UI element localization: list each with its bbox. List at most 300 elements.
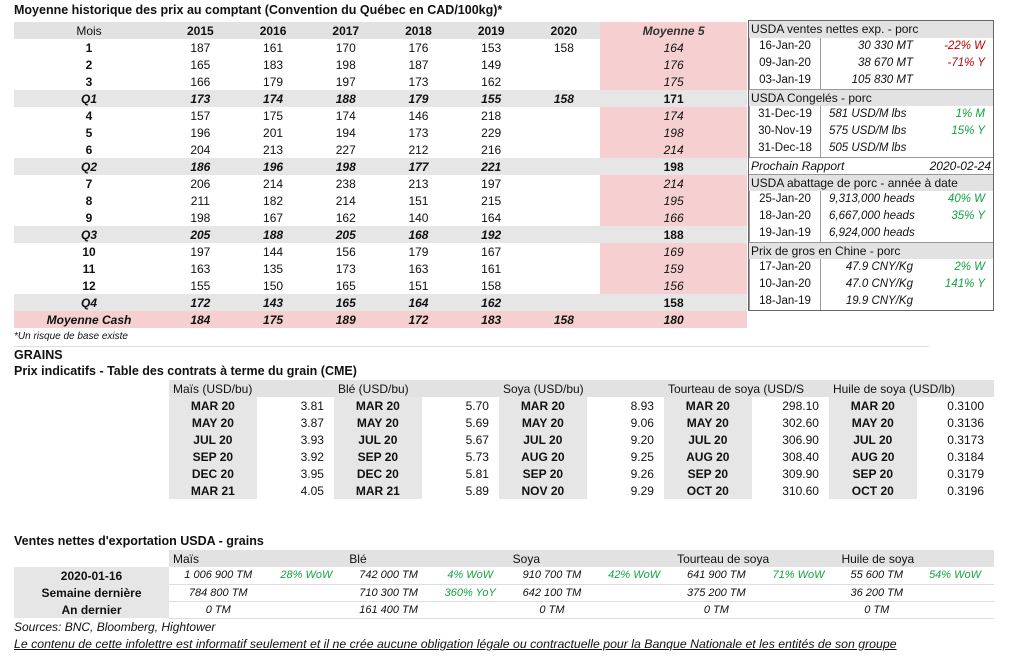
panel-section-title: Prix de gros en Chine - porc (749, 242, 993, 259)
column-header: Maïs (USD/bu) (169, 380, 334, 397)
table-cell: 198 (335, 57, 356, 72)
contract-price: 306.90 (782, 432, 819, 447)
panel-row (749, 140, 993, 157)
table-cell: 205 (164, 226, 237, 243)
table-cell: 214 (600, 175, 747, 192)
contract-price: 298.10 (782, 398, 819, 413)
table-cell: 177 (382, 158, 455, 175)
table-cell: 213 (263, 142, 284, 157)
panel-row (749, 208, 993, 225)
table-row (14, 601, 994, 618)
panel-row (749, 293, 993, 310)
table-cell: 188 (237, 226, 310, 243)
disclaimer-text: Le contenu de cette infolettre est informatif seulement et il ne crée aucune obligation légale ou contractuelle pour la Banque Nationale et les entités de son groupe (14, 637, 897, 651)
contract-price: 0.3196 (947, 483, 984, 498)
report-value: 505 USD/M lbs (829, 142, 907, 154)
table-cell (528, 56, 601, 73)
sales-volume: 710 300 TM (345, 584, 432, 601)
sales-volume: 742 000 TM (345, 567, 432, 584)
contract-price: 0.3179 (947, 466, 984, 481)
table-cell: 179 (382, 90, 455, 107)
table-cell: 155 (190, 278, 211, 293)
table-cell: 227 (335, 142, 356, 157)
table-row (169, 414, 994, 431)
report-value: 6,667,000 heads (829, 210, 915, 222)
header-spacer (14, 550, 169, 567)
contract-month: DEC 20 (169, 465, 257, 482)
contract-price: 302.60 (782, 415, 819, 430)
contract-price: 0.3100 (947, 398, 984, 413)
table-cell: 183 (263, 57, 284, 72)
table-cell: 157 (190, 108, 211, 123)
row-label: 10 (82, 244, 96, 259)
change-pct: 360% YoY (432, 584, 509, 601)
change-pct: 71% WoW (760, 567, 838, 584)
table-cell: 184 (164, 311, 237, 328)
sales-volume: 784 800 TM (169, 584, 267, 601)
table-row (14, 175, 747, 192)
contract-month: MAY 20 (664, 414, 752, 431)
table-row (14, 311, 747, 328)
contract-month: MAR 20 (664, 397, 752, 414)
table-row (14, 124, 747, 141)
table-cell: 189 (309, 311, 382, 328)
table-cell: 173 (335, 261, 356, 276)
table-cell: 173 (164, 90, 237, 107)
table-cell: 176 (600, 56, 747, 73)
table-cell: 161 (263, 40, 284, 55)
table-cell: 206 (190, 176, 211, 191)
table-row (14, 209, 747, 226)
table-cell: 174 (335, 108, 356, 123)
column-header: Huile de soya (USD/lb) (829, 380, 994, 397)
panel-row (749, 38, 993, 55)
table-cell: 165 (190, 57, 211, 72)
change-pct (916, 584, 994, 601)
table-cell: 176 (408, 40, 429, 55)
table-cell: 214 (600, 141, 747, 158)
change-pct (267, 601, 345, 618)
row-label: 7 (85, 176, 93, 191)
change-badge: -22% W (944, 40, 985, 52)
contract-month: MAR 20 (169, 397, 257, 414)
sales-volume: 55 600 TM (837, 567, 916, 584)
table-row (169, 448, 994, 465)
report-value: 30 330 MT (858, 40, 913, 52)
table-cell: 187 (408, 57, 429, 72)
table-row (169, 431, 994, 448)
contract-month: MAY 20 (829, 414, 917, 431)
contract-price: 5.67 (465, 432, 489, 447)
contract-price: 8.93 (630, 398, 654, 413)
report-value: 105 830 MT (851, 74, 913, 86)
contract-month: MAY 20 (169, 414, 257, 431)
contract-price: 3.95 (300, 466, 324, 481)
contract-month: JUL 20 (664, 431, 752, 448)
table-cell: 214 (335, 193, 356, 208)
column-header: 2018 (382, 22, 455, 39)
table-cell: 180 (600, 311, 747, 328)
table-row (14, 107, 747, 124)
change-badge (927, 140, 993, 157)
sales-volume: 0 TM (169, 601, 267, 618)
contract-month: SEP 20 (829, 465, 917, 482)
table-cell: 151 (408, 193, 429, 208)
table-row (14, 39, 747, 56)
report-date: 30-Nov-19 (749, 123, 821, 140)
row-label: 5 (85, 125, 93, 140)
table-cell (528, 107, 601, 124)
row-label: 6 (85, 142, 93, 157)
table-cell: 174 (237, 90, 310, 107)
export-sales-heading: Ventes nettes d'exportation USDA - grains (14, 534, 264, 548)
table-row (14, 141, 747, 158)
panel-row (749, 123, 993, 140)
column-header: Blé (USD/bu) (334, 380, 499, 397)
table-row (14, 294, 747, 311)
table-row (14, 56, 747, 73)
table-row (14, 192, 747, 209)
report-date: 18-Jan-19 (749, 293, 821, 310)
table-cell: 159 (600, 260, 747, 277)
table-cell: 164 (481, 210, 502, 225)
sales-volume: 0 TM (673, 601, 760, 618)
change-pct: 4% WoW (432, 567, 509, 584)
report-value: 581 USD/M lbs (829, 108, 907, 120)
table-cell (528, 226, 601, 243)
contract-price: 9.20 (630, 432, 654, 447)
sales-volume: 1 006 900 TM (169, 567, 267, 584)
table-row (14, 158, 747, 175)
table-cell: 135 (263, 261, 284, 276)
table-cell (528, 209, 601, 226)
report-value: 47.9 CNY/Kg (845, 261, 913, 273)
change-badge: 40% W (947, 193, 985, 205)
grains-heading: GRAINS (14, 348, 63, 362)
table-row (14, 567, 994, 584)
table-cell: 143 (237, 294, 310, 311)
row-label: 4 (85, 108, 93, 123)
report-date: 25-Jan-20 (749, 191, 821, 208)
report-value: 19.9 CNY/Kg (845, 295, 913, 307)
table-cell: 188 (309, 90, 382, 107)
contract-price: 5.81 (465, 466, 489, 481)
column-header: Blé (345, 550, 508, 567)
contract-month: MAR 21 (334, 482, 422, 499)
table-cell: 144 (263, 244, 284, 259)
row-label: Q3 (14, 226, 164, 243)
contract-month: MAR 20 (829, 397, 917, 414)
change-badge (927, 225, 993, 242)
report-date: 03-Jan-19 (749, 72, 821, 89)
table-cell: 198 (600, 158, 747, 175)
sales-volume: 642 100 TM (509, 584, 596, 601)
futures-table (169, 380, 994, 499)
table-cell: 197 (481, 176, 502, 191)
table-cell: 158 (528, 311, 601, 328)
table-cell: 215 (481, 193, 502, 208)
table-cell: 183 (455, 311, 528, 328)
row-label: 11 (82, 261, 96, 276)
sales-volume: 641 900 TM (673, 567, 760, 584)
column-header: 2019 (455, 22, 528, 39)
contract-price: 5.69 (465, 415, 489, 430)
contract-month: NOV 20 (499, 482, 587, 499)
table-cell: 213 (408, 176, 429, 191)
table-cell: 158 (528, 90, 601, 107)
table-cell: 238 (335, 176, 356, 191)
table-row (14, 584, 994, 601)
panel-row (749, 191, 993, 208)
contract-month: OCT 20 (664, 482, 752, 499)
table-cell: 196 (190, 125, 211, 140)
table-cell: 146 (408, 108, 429, 123)
table-cell: 167 (263, 210, 284, 225)
row-label: 2 (85, 57, 93, 72)
column-header: 2016 (237, 22, 310, 39)
contract-price: 3.93 (300, 432, 324, 447)
change-pct (760, 601, 838, 618)
table-cell: 204 (190, 142, 211, 157)
panel-section-title: USDA Congelés - porc (749, 89, 993, 106)
table-cell: 229 (481, 125, 502, 140)
table-cell: 165 (309, 294, 382, 311)
column-header: Soya (USD/bu) (499, 380, 664, 397)
table-cell: 201 (263, 125, 284, 140)
panel-row (749, 55, 993, 72)
sales-volume: 161 400 TM (345, 601, 432, 618)
table-cell: 164 (382, 294, 455, 311)
table-cell: 140 (408, 210, 429, 225)
table-cell: 167 (481, 244, 502, 259)
table-row (14, 277, 747, 294)
change-badge (927, 72, 993, 89)
contract-month: DEC 20 (334, 465, 422, 482)
table-cell: 196 (237, 158, 310, 175)
change-badge (927, 293, 993, 310)
table-cell (528, 158, 601, 175)
table-cell: 156 (600, 277, 747, 294)
contract-price: 5.89 (465, 483, 489, 498)
contract-price: 308.40 (782, 449, 819, 464)
column-header: Mois (14, 22, 164, 39)
export-sales-table (14, 550, 994, 619)
report-date: 17-Jan-20 (749, 259, 821, 276)
row-label: Moyenne Cash (14, 311, 164, 328)
change-badge: 2% W (954, 261, 985, 273)
contract-price: 9.06 (630, 415, 654, 430)
contract-month: AUG 20 (829, 448, 917, 465)
table-row (14, 260, 747, 277)
panel-row (749, 106, 993, 123)
change-pct (267, 584, 345, 601)
panel-row (749, 72, 993, 89)
row-label: Q1 (14, 90, 164, 107)
report-date: 09-Jan-20 (749, 55, 821, 72)
table-cell: 158 (600, 294, 747, 311)
report-value: 47.0 CNY/Kg (845, 278, 913, 290)
contract-month: SEP 20 (334, 448, 422, 465)
panel-section-title: USDA abattage de porc - année à date (749, 174, 993, 191)
table-cell: 155 (455, 90, 528, 107)
report-date: 19-Jan-19 (749, 225, 821, 242)
contract-month: MAR 21 (169, 482, 257, 499)
table-cell: 164 (600, 39, 747, 56)
table-cell: 166 (190, 74, 211, 89)
table-cell: 162 (455, 294, 528, 311)
sales-volume: 910 700 TM (509, 567, 596, 584)
column-header: Huile de soya (837, 550, 994, 567)
table-cell: 156 (335, 244, 356, 259)
report-value: 6,924,000 heads (829, 227, 915, 239)
sales-volume: 0 TM (509, 601, 596, 618)
report-value: 575 USD/M lbs (829, 125, 907, 137)
divider (14, 346, 929, 347)
change-badge: 35% Y (951, 210, 985, 222)
table-cell: 192 (455, 226, 528, 243)
change-badge: 1% M (955, 108, 985, 120)
table-cell: 175 (237, 311, 310, 328)
report-date: 16-Jan-20 (749, 38, 821, 55)
table-row (169, 397, 994, 414)
contract-price: 9.25 (630, 449, 654, 464)
table-cell: 158 (481, 278, 502, 293)
row-label: An dernier (14, 601, 169, 618)
table-cell: 173 (408, 125, 429, 140)
contract-month: JUL 20 (334, 431, 422, 448)
report-date: 18-Jan-20 (749, 208, 821, 225)
contract-month: MAY 20 (499, 414, 587, 431)
contract-month: AUG 20 (499, 448, 587, 465)
change-pct: 54% WoW (916, 567, 994, 584)
table-cell (528, 277, 601, 294)
report-value: 9,313,000 heads (829, 193, 915, 205)
change-pct: 42% WoW (595, 567, 673, 584)
next-report-row (749, 157, 993, 174)
contract-month: MAY 20 (334, 414, 422, 431)
contract-price: 9.26 (630, 466, 654, 481)
table-cell: 198 (309, 158, 382, 175)
table-cell: 221 (455, 158, 528, 175)
table-cell: 158 (553, 40, 574, 55)
table-cell: 151 (408, 278, 429, 293)
table-cell: 172 (164, 294, 237, 311)
table-cell: 174 (600, 107, 747, 124)
table-cell: 198 (190, 210, 211, 225)
contract-month: SEP 20 (664, 465, 752, 482)
table-cell (528, 294, 601, 311)
panel-row (749, 276, 993, 293)
table-cell: 195 (600, 192, 747, 209)
contract-month: OCT 20 (829, 482, 917, 499)
table-cell: 212 (408, 142, 429, 157)
contract-price: 5.70 (465, 398, 489, 413)
contract-price: 0.3184 (947, 449, 984, 464)
table-cell: 169 (600, 243, 747, 260)
row-label: 9 (85, 210, 93, 225)
panel-row (749, 225, 993, 242)
next-report-label: Prochain Rapport (751, 159, 845, 173)
table-cell: 166 (600, 209, 747, 226)
contract-price: 0.3136 (947, 415, 984, 430)
report-date: 31-Dec-18 (749, 140, 821, 157)
column-header: Soya (509, 550, 673, 567)
row-label: 3 (85, 74, 93, 89)
table-cell: 165 (335, 278, 356, 293)
table-cell: 149 (481, 57, 502, 72)
panel-row (749, 259, 993, 276)
table-row (14, 73, 747, 90)
sales-volume: 36 200 TM (837, 584, 916, 601)
contract-month: MAR 20 (334, 397, 422, 414)
change-pct (595, 601, 673, 618)
row-label: Q4 (14, 294, 164, 311)
table-row (14, 90, 747, 107)
change-pct (916, 601, 994, 618)
table-cell: 162 (335, 210, 356, 225)
contract-month: SEP 20 (169, 448, 257, 465)
contract-price: 3.92 (300, 449, 324, 464)
table-cell: 182 (263, 193, 284, 208)
table-cell: 175 (263, 108, 284, 123)
grains-subheading: Prix indicatifs - Table des contrats à terme du grain (CME) (14, 364, 357, 378)
usda-summary-panel (748, 20, 994, 311)
contract-month: AUG 20 (664, 448, 752, 465)
table-cell (528, 124, 601, 141)
contract-month: SEP 20 (499, 465, 587, 482)
sales-volume: 375 200 TM (673, 584, 760, 601)
table-cell: 175 (600, 73, 747, 90)
table-cell: 153 (481, 40, 502, 55)
sales-volume: 0 TM (837, 601, 916, 618)
table-cell: 187 (190, 40, 211, 55)
change-pct (432, 601, 509, 618)
row-label: 1 (85, 40, 93, 55)
table-cell: 163 (190, 261, 211, 276)
report-date: 10-Jan-20 (749, 276, 821, 293)
row-label: Q2 (14, 158, 164, 175)
next-report-date: 2020-02-24 (929, 159, 991, 173)
historical-price-table (14, 22, 747, 328)
contract-price: 310.60 (782, 483, 819, 498)
table-cell (528, 175, 601, 192)
table-row (169, 482, 994, 499)
contract-price: 5.73 (465, 449, 489, 464)
table-cell: 150 (263, 278, 284, 293)
table-cell: 216 (481, 142, 502, 157)
row-label: Semaine dernière (14, 584, 169, 601)
change-badge: -71% Y (947, 57, 985, 69)
contract-price: 3.87 (300, 415, 324, 430)
table-cell: 173 (408, 74, 429, 89)
change-pct: 28% WoW (267, 567, 345, 584)
column-header: Maïs (169, 550, 345, 567)
table-cell: 205 (309, 226, 382, 243)
contract-price: 0.3173 (947, 432, 984, 447)
table-cell (528, 73, 601, 90)
table-cell: 197 (190, 244, 211, 259)
footnote: *Un risque de base existe (14, 331, 128, 342)
column-header: Tourteau de soya (USD/S (664, 380, 829, 397)
table-cell: 194 (335, 125, 356, 140)
change-pct (760, 584, 838, 601)
table-row (14, 226, 747, 243)
table-cell: 179 (263, 74, 284, 89)
table-cell: 198 (600, 124, 747, 141)
report-value: 38 670 MT (858, 57, 913, 69)
table-cell: 172 (382, 311, 455, 328)
contract-price: 309.90 (782, 466, 819, 481)
